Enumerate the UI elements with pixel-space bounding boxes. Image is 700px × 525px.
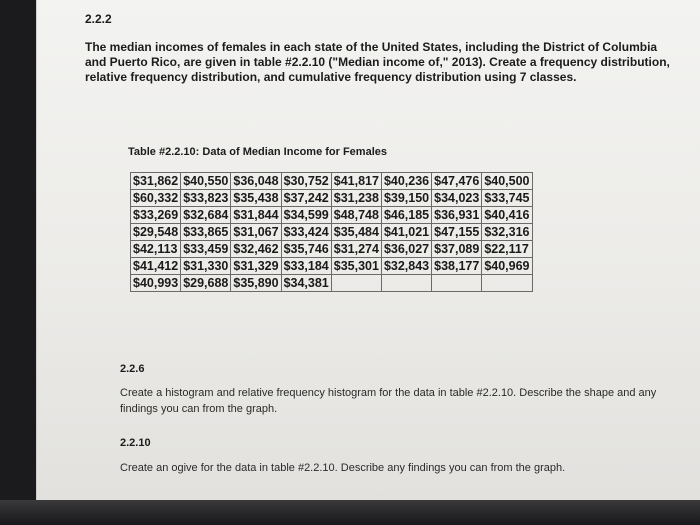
table-cell: $40,993	[131, 275, 181, 292]
table-cell: $32,462	[231, 241, 281, 258]
problem-statement: The median incomes of females in each state of the United States, including the District of Columbia and Puerto Rico, are given in table #2.2.10 ("Median income of," 2013). Create a frequency distribution, relative frequency distribution, and cumulative frequency distribution using 7 classes.	[85, 40, 670, 84]
table-cell: $40,416	[482, 207, 532, 224]
table-cell: $47,155	[432, 224, 482, 241]
section-number-2-2-2: 2.2.2	[85, 12, 112, 26]
table-cell: $33,269	[131, 207, 181, 224]
table-cell: $33,745	[482, 190, 532, 207]
table-cell: $29,548	[131, 224, 181, 241]
table-cell: $33,459	[181, 241, 231, 258]
table-cell: $34,381	[281, 275, 331, 292]
table-cell: $40,236	[381, 173, 431, 190]
table-cell: $37,089	[432, 241, 482, 258]
table-cell: $39,150	[381, 190, 431, 207]
table-row	[131, 207, 533, 224]
table-cell	[331, 275, 381, 292]
table-cell: $32,684	[181, 207, 231, 224]
table-cell: $47,476	[432, 173, 482, 190]
table-cell	[482, 275, 532, 292]
table-cell: $41,021	[381, 224, 431, 241]
table-cell: $35,484	[331, 224, 381, 241]
table-cell: $31,238	[331, 190, 381, 207]
table-cell: $31,067	[231, 224, 281, 241]
table-cell: $30,752	[281, 173, 331, 190]
table-cell	[381, 275, 431, 292]
table-row	[131, 241, 533, 258]
table-cell: $40,969	[482, 258, 532, 275]
table-cell: $31,274	[331, 241, 381, 258]
table-cell: $31,330	[181, 258, 231, 275]
table-caption: Table #2.2.10: Data of Median Income for Females	[128, 146, 387, 158]
table-cell: $33,823	[181, 190, 231, 207]
table-cell: $31,844	[231, 207, 281, 224]
section-number-2-2-10: 2.2.10	[120, 437, 151, 449]
table-row	[131, 275, 533, 292]
table-cell: $37,242	[281, 190, 331, 207]
table-cell: $35,438	[231, 190, 281, 207]
table-cell: $32,843	[381, 258, 431, 275]
table-cell: $31,862	[131, 173, 181, 190]
table-cell: $22,117	[482, 241, 532, 258]
table-cell: $38,177	[432, 258, 482, 275]
page-shadow	[0, 500, 700, 525]
table-cell: $60,332	[131, 190, 181, 207]
table-cell: $48,748	[331, 207, 381, 224]
table-cell: $32,316	[482, 224, 532, 241]
histogram-task: Create a histogram and relative frequency histogram for the data in table #2.2.10. Describe the shape and any findings you can from the graph.	[120, 387, 657, 415]
table-cell: $34,599	[281, 207, 331, 224]
table-row	[131, 190, 533, 207]
table-row	[131, 224, 533, 241]
table-cell: $40,500	[482, 173, 532, 190]
ogive-task: Create an ogive for the data in table #2.2.10. Describe any findings you can from the graph.	[120, 462, 566, 474]
table-cell: $36,027	[381, 241, 431, 258]
table-cell: $29,688	[181, 275, 231, 292]
section-number-2-2-6: 2.2.6	[120, 363, 145, 375]
table-cell: $41,817	[331, 173, 381, 190]
table-cell: $33,424	[281, 224, 331, 241]
table-cell: $36,931	[432, 207, 482, 224]
table-cell: $35,746	[281, 241, 331, 258]
table-cell: $40,550	[181, 173, 231, 190]
table-cell: $31,329	[231, 258, 281, 275]
table-cell: $46,185	[381, 207, 431, 224]
table-cell: $33,184	[281, 258, 331, 275]
table-cell	[432, 275, 482, 292]
table-cell: $34,023	[432, 190, 482, 207]
table-row	[131, 258, 533, 275]
table-cell: $42,113	[131, 241, 181, 258]
table-cell: $33,865	[181, 224, 231, 241]
table-row	[131, 173, 533, 190]
table-cell: $35,301	[331, 258, 381, 275]
table-cell: $41,412	[131, 258, 181, 275]
table-cell: $35,890	[231, 275, 281, 292]
median-income-table	[130, 172, 533, 292]
table-cell: $36,048	[231, 173, 281, 190]
